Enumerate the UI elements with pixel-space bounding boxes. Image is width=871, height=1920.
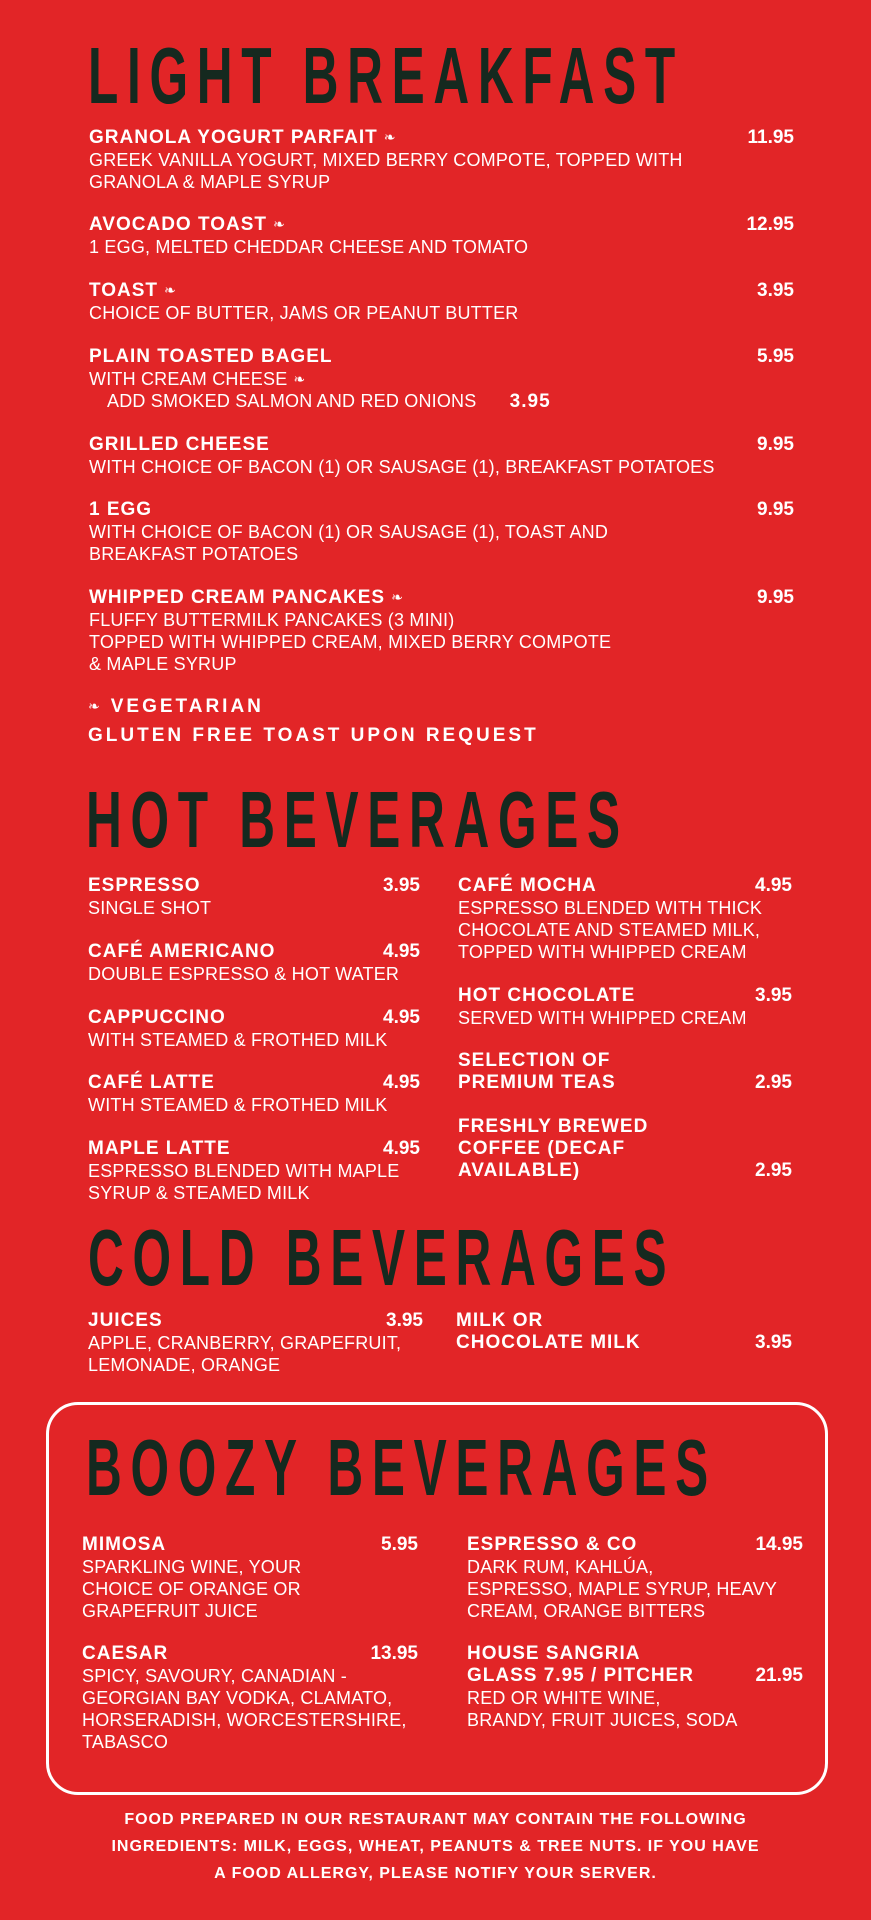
item-desc: FLUFFY BUTTERMILK PANCAKES (3 MINI) xyxy=(89,610,455,630)
menu-item xyxy=(458,985,792,1029)
menu-item xyxy=(88,875,420,919)
item-desc: DOUBLE ESPRESSO & HOT WATER xyxy=(88,964,400,984)
legend-label: VEGETARIAN xyxy=(110,696,264,717)
allergy-notice-line: INGREDIENTS: MILK, EGGS, WHEAT, PEANUTS & TREE NUTS. IF YOU HAVE xyxy=(111,1838,760,1855)
item-name: GLASS 7.95 / PITCHER xyxy=(467,1665,694,1686)
item-desc: HORSERADISH, WORCESTERSHIRE, xyxy=(82,1710,407,1730)
item-desc: GRANOLA & MAPLE SYRUP xyxy=(89,172,331,192)
item-desc: ESPRESSO BLENDED WITH MAPLE xyxy=(88,1161,400,1181)
item-addon-price: 3.95 xyxy=(509,391,551,412)
item-desc: TABASCO xyxy=(82,1732,169,1752)
item-name: CHOCOLATE MILK xyxy=(456,1332,641,1353)
allergy-notice xyxy=(60,1806,811,1887)
menu-item xyxy=(456,1310,792,1354)
item-desc: WITH STEAMED & FROTHED MILK xyxy=(88,1095,388,1115)
item-name: FRESHLY BREWED xyxy=(458,1116,649,1137)
menu-item xyxy=(89,434,794,478)
item-desc: BRANDY, FRUIT JUICES, SODA xyxy=(467,1710,738,1730)
item-price: 2.95 xyxy=(755,1072,792,1093)
item-price: 3.95 xyxy=(757,280,794,301)
item-name: GRANOLA YOGURT PARFAIT xyxy=(89,127,378,148)
menu-item xyxy=(88,941,420,985)
hot-beverages-title: HOT BEVERAGES xyxy=(86,775,629,864)
item-name: MILK OR xyxy=(456,1310,544,1331)
item-desc: LEMONADE, ORANGE xyxy=(88,1355,281,1375)
item-desc: SYRUP & STEAMED MILK xyxy=(88,1183,310,1203)
allergy-notice-line: FOOD PREPARED IN OUR RESTAURANT MAY CONTAIN THE FOLLOWING xyxy=(124,1811,747,1828)
item-desc: GREEK VANILLA YOGURT, MIXED BERRY COMPOTE, TOPPED WITH xyxy=(89,150,683,170)
item-name: PLAIN TOASTED BAGEL xyxy=(89,346,333,367)
item-name: MIMOSA xyxy=(82,1534,167,1555)
vegetarian-icon: ❧ xyxy=(383,129,396,145)
vegetarian-icon: ❧ xyxy=(293,371,306,387)
vegetarian-icon: ❧ xyxy=(88,698,103,714)
item-name: ESPRESSO xyxy=(88,875,201,896)
item-price: 12.95 xyxy=(746,214,794,235)
item-name: MAPLE LATTE xyxy=(88,1138,231,1159)
item-desc: BREAKFAST POTATOES xyxy=(89,544,299,564)
menu-item xyxy=(467,1643,803,1731)
item-desc: CHOICE OF BUTTER, JAMS OR PEANUT BUTTER xyxy=(89,303,519,323)
item-desc: CHOICE OF ORANGE OR xyxy=(82,1579,301,1599)
item-price: 9.95 xyxy=(757,499,794,520)
menu-item xyxy=(89,280,794,324)
item-desc: APPLE, CRANBERRY, GRAPEFRUIT, xyxy=(88,1333,402,1353)
menu-item xyxy=(458,1050,792,1094)
item-price: 4.95 xyxy=(383,1138,420,1159)
item-desc: SERVED WITH WHIPPED CREAM xyxy=(458,1008,747,1028)
item-desc: SINGLE SHOT xyxy=(88,898,212,918)
menu-item xyxy=(82,1643,418,1753)
menu-item xyxy=(88,1072,420,1116)
item-name: CAPPUCCINO xyxy=(88,1007,226,1028)
item-price: 9.95 xyxy=(757,587,794,608)
item-price: 5.95 xyxy=(381,1534,418,1555)
item-desc: SPARKLING WINE, YOUR xyxy=(82,1557,302,1577)
vegetarian-legend xyxy=(88,696,264,718)
item-name: GRILLED CHEESE xyxy=(89,434,270,455)
menu-item xyxy=(88,1007,420,1051)
item-name: HOT CHOCOLATE xyxy=(458,985,636,1006)
item-desc: 1 EGG, MELTED CHEDDAR CHEESE AND TOMATO xyxy=(89,237,529,257)
menu-item xyxy=(467,1534,803,1622)
item-name: CAFÉ LATTE xyxy=(88,1072,215,1093)
item-name: ESPRESSO & CO xyxy=(467,1534,638,1555)
item-desc: DARK RUM, KAHLÚA, xyxy=(467,1557,654,1577)
menu-item xyxy=(89,127,794,193)
menu-item xyxy=(89,587,794,675)
item-price: 11.95 xyxy=(747,127,794,148)
boozy-beverages-title: BOOZY BEVERAGES xyxy=(86,1423,717,1512)
item-desc: WITH CHOICE OF BACON (1) OR SAUSAGE (1), BREAKFAST POTATOES xyxy=(89,457,715,477)
item-name: HOUSE SANGRIA xyxy=(467,1643,641,1664)
item-price: 13.95 xyxy=(370,1643,418,1664)
item-name: CAESAR xyxy=(82,1643,169,1664)
item-price: 5.95 xyxy=(757,346,794,367)
menu-item xyxy=(82,1534,418,1622)
item-desc: TOPPED WITH WHIPPED CREAM xyxy=(458,942,747,962)
item-name: AVOCADO TOAST xyxy=(89,214,268,235)
gluten-free-note: GLUTEN FREE TOAST UPON REQUEST xyxy=(88,725,539,746)
item-desc: GRAPEFRUIT JUICE xyxy=(82,1601,258,1621)
menu-item xyxy=(89,214,794,258)
item-name: AVAILABLE) xyxy=(458,1160,581,1181)
item-price: 21.95 xyxy=(755,1665,803,1686)
item-price: 3.95 xyxy=(383,875,420,896)
item-price: 4.95 xyxy=(383,1072,420,1093)
item-name: CAFÉ MOCHA xyxy=(458,875,597,896)
item-desc: ESPRESSO BLENDED WITH THICK xyxy=(458,898,763,918)
item-price: 14.95 xyxy=(755,1534,803,1555)
item-name: PREMIUM TEAS xyxy=(458,1072,616,1093)
item-price: 3.95 xyxy=(755,1332,792,1353)
item-name: SELECTION OF xyxy=(458,1050,611,1071)
vegetarian-icon: ❧ xyxy=(273,216,285,232)
item-desc: TOPPED WITH WHIPPED CREAM, MIXED BERRY COMPOTE xyxy=(89,632,612,652)
menu-item xyxy=(89,346,794,413)
menu-item xyxy=(88,1138,420,1204)
menu-item xyxy=(89,499,794,565)
light-breakfast-title: LIGHT BREAKFAST xyxy=(88,31,684,120)
item-price: 4.95 xyxy=(755,875,792,896)
item-name: TOAST xyxy=(89,280,159,301)
cold-beverages-title: COLD BEVERAGES xyxy=(88,1213,676,1302)
item-price: 3.95 xyxy=(755,985,792,1006)
item-name: CAFÉ AMERICANO xyxy=(88,941,276,962)
item-desc: WITH CHOICE OF BACON (1) OR SAUSAGE (1), TOAST AND xyxy=(89,522,609,542)
menu-item xyxy=(458,1116,792,1182)
item-desc: WITH STEAMED & FROTHED MILK xyxy=(88,1030,388,1050)
item-desc: CHOCOLATE AND STEAMED MILK, xyxy=(458,920,761,940)
vegetarian-icon: ❧ xyxy=(164,282,176,298)
item-addon: ADD SMOKED SALMON AND RED ONIONS xyxy=(107,391,477,411)
item-name: COFFEE (DECAF xyxy=(458,1138,626,1159)
item-desc: CREAM, ORANGE BITTERS xyxy=(467,1601,706,1621)
item-price: 3.95 xyxy=(386,1310,423,1331)
menu-item xyxy=(458,875,792,963)
item-desc: & MAPLE SYRUP xyxy=(89,654,237,674)
item-name: 1 EGG xyxy=(89,499,153,520)
item-name: WHIPPED CREAM PANCAKES xyxy=(89,587,386,608)
vegetarian-icon: ❧ xyxy=(391,589,403,605)
item-desc: RED OR WHITE WINE, xyxy=(467,1688,661,1708)
item-price: 4.95 xyxy=(383,941,420,962)
item-price: 9.95 xyxy=(757,434,794,455)
item-desc: SPICY, SAVOURY, CANADIAN - xyxy=(82,1666,347,1686)
item-desc: WITH CREAM CHEESE xyxy=(89,369,288,389)
item-price: 2.95 xyxy=(755,1160,792,1181)
allergy-notice-line: A FOOD ALLERGY, PLEASE NOTIFY YOUR SERVER. xyxy=(214,1865,657,1882)
item-price: 4.95 xyxy=(383,1007,420,1028)
item-name: JUICES xyxy=(88,1310,163,1331)
item-desc: ESPRESSO, MAPLE SYRUP, HEAVY xyxy=(467,1579,778,1599)
menu-item xyxy=(88,1310,423,1376)
item-desc: GEORGIAN BAY VODKA, CLAMATO, xyxy=(82,1688,393,1708)
